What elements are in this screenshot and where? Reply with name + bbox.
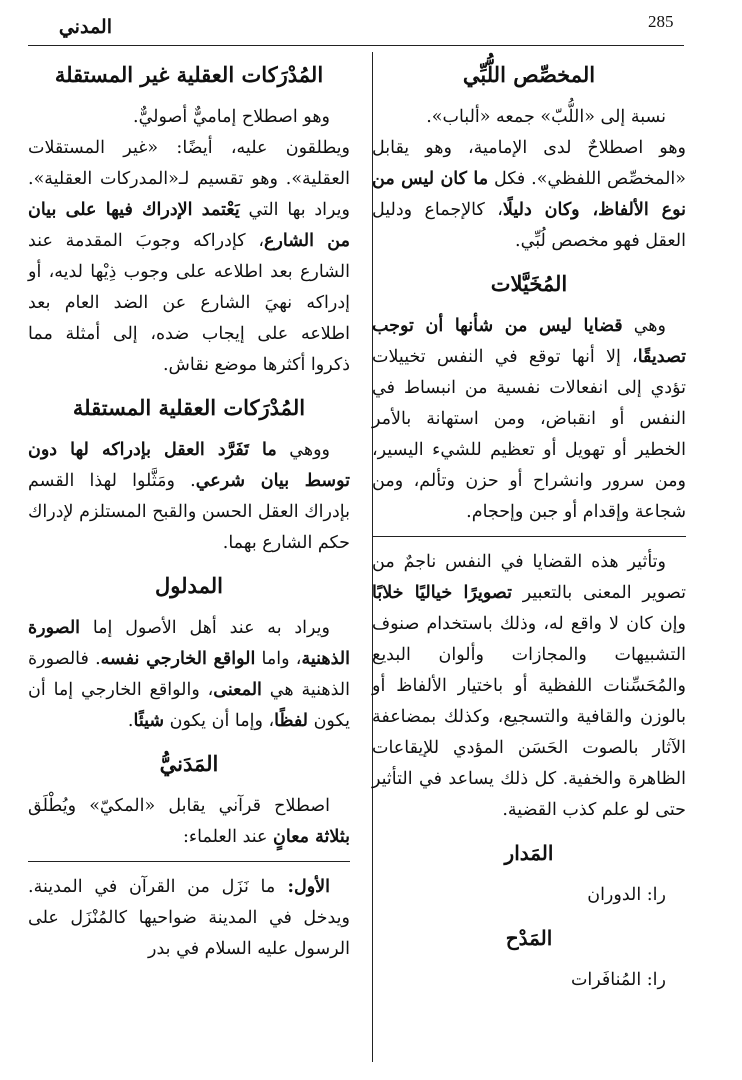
bold-phrase: ما كان ليس من نوع الألفاظ، وكان دليلًا xyxy=(372,169,686,220)
right-column xyxy=(372,54,686,1006)
entry-text: ، وإما أن يكون xyxy=(164,711,275,731)
bold-phrase: تصويرًا خياليًا خلابًا xyxy=(372,583,512,603)
entry-mukhassis-lubbi xyxy=(372,58,686,257)
header-rule xyxy=(28,45,684,46)
entry-madlul xyxy=(28,569,350,737)
entry-text: نسبة إلى «اللُّبّ» جمعه «ألباب». xyxy=(426,107,666,127)
entry-paragraph xyxy=(372,102,686,133)
entry-madar xyxy=(372,836,686,911)
entry-text: ، واما xyxy=(255,649,302,669)
entry-title: المخصِّص اللُّبِّي xyxy=(462,62,596,87)
entry-title: المُدْرَكات العقلية المستقلة xyxy=(72,395,306,420)
page-number: 285 xyxy=(648,12,674,31)
entry-text: ، كالإجماع ودليل العقل فهو مخصص لُبِّي. xyxy=(372,200,686,251)
entry-title: المَدَنيُّ xyxy=(159,751,219,776)
entry-title: المُدْرَكات العقلية غير المستقلة xyxy=(54,62,324,87)
entry-text: وهو اصطلاحٌ لدى الإمامية، وهو يقابل «المخصِّص اللفظي». فكل xyxy=(372,138,686,189)
entry-text: وإن كان لا واقع له، وذلك باستخدام صنوف التشبيهات والمجازات وألوان البديع والمُحَسِّنات اللفظية أو باختيار الألفاظ أو بالوزن والقافية والتسجيع، وكذلك بمضاعفة الآثار بالصوت الحَسَن المؤدي للإيقاعات الظاهرة والخفية. كل ذلك يساعد في التأثير حتى لو علم كذب القضية. xyxy=(372,614,686,820)
bold-phrase: لفظًا xyxy=(274,711,308,731)
entry-paragraph xyxy=(372,133,686,257)
entry-text: ، كإدراكه وجوبَ المقدمة عند الشارع بعد اطلاعه على وجوب ذِيْها لديه، أو إدراكه نهيَ الشارع عن الضد العام بعد اطلاعه على إيجاب ضده، إلى أمثلة مما ذكروا أكثرها موضع نقاش. xyxy=(28,231,350,375)
entry-mudrakat-ghayr-mustaqilla xyxy=(28,58,350,381)
entry-paragraph xyxy=(28,435,350,559)
entry-paragraph xyxy=(372,547,686,826)
entry-text: ، إلا أنها توقع في النفس تخييلات تؤدي إلى انفعالات نفسية من انبساط في النفس أو انقباض، ومن استهانة بالأمر الخطير أو تهويل أو تعظيم للشيء اليسير، ومن سرور وانشراح أو حزن وتألم، ومن شجاعة وإقدام أو جبن وإحجام. xyxy=(372,347,686,522)
bold-phrase: شيئًا xyxy=(133,711,165,731)
entry-text: وهي xyxy=(622,316,666,336)
entry-text: . فالصورة الذهنية هي xyxy=(28,649,350,700)
entry-paragraph: وهو اصطلاح إماميٌّ أصوليٌّ. xyxy=(133,107,330,127)
bold-phrase: الصورة الذهنية xyxy=(28,618,350,669)
entry-text: . xyxy=(127,711,134,731)
entry-text: ، والواقع الخارجي إما أن يكون xyxy=(28,680,350,731)
entry-text: ما نَزَل من القرآن في المدينة. ويدخل في المدينة ضواحيها كالمُنْزَل على الرسول عليه السلام في بدر xyxy=(28,877,350,959)
running-header: المدني xyxy=(58,16,112,38)
entry-title: المَدْح xyxy=(505,926,553,950)
entry-paragraph xyxy=(28,872,350,965)
bold-phrase: الأول: xyxy=(275,877,330,897)
paragraph-separator xyxy=(372,536,686,537)
bold-phrase: قضايا ليس من شأنها أن توجب تصديقًا xyxy=(372,316,686,367)
entry-text: اصطلاح قرآني يقابل «المكيّ» ويُطْلَق xyxy=(28,796,330,816)
entry-paragraph xyxy=(372,311,686,528)
left-column xyxy=(28,54,350,975)
paragraph-separator xyxy=(28,861,350,862)
entry-paragraph xyxy=(28,791,350,853)
entry-madani xyxy=(28,747,350,965)
entry-text: ويراد به عند أهل الأصول إما xyxy=(80,618,330,638)
entry-title: المُخَيَّلات xyxy=(490,271,568,296)
bold-phrase: المعنى xyxy=(213,680,262,700)
bold-phrase: الواقع الخارجي نفسه xyxy=(100,649,256,669)
entry-paragraph xyxy=(28,133,350,381)
entry-paragraph xyxy=(28,613,350,737)
entry-text: . ومَثَّلوا لهذا القسم بإدراك العقل الحسن والقبح المستلزم لإدراك حكم الشارع بهما. xyxy=(28,471,350,553)
entry-text: ويطلقون عليه، أيضًا: «غير المستقلات العقلية». وهو تقسيم لـ«المدركات العقلية». ويراد بها التي xyxy=(28,138,350,220)
cross-reference: را: المُنافَرات xyxy=(570,970,666,990)
bold-phrase: بثلاثة معانٍ xyxy=(273,827,350,847)
entry-mudrakat-mustaqilla xyxy=(28,391,350,559)
entry-text: عند العلماء: xyxy=(183,827,274,847)
entry-text: ووهي xyxy=(276,440,330,460)
bold-phrase: ما تَفَرَّد العقل بإدراكه لها دون توسط بيان شرعي xyxy=(28,440,350,491)
entry-title: المَدار xyxy=(504,841,554,865)
entry-text: وتأثير هذه القضايا في النفس ناجمٌ من تصوير المعنى بالتعبير xyxy=(372,552,686,603)
entry-madh xyxy=(372,921,686,996)
bold-phrase: يَعْتمد الإدراك فيها على بيان من الشارع xyxy=(28,200,350,251)
cross-reference: را: الدوران xyxy=(587,885,666,905)
entry-title: المدلول xyxy=(155,573,223,598)
entry-mukhayyalat xyxy=(372,267,686,826)
